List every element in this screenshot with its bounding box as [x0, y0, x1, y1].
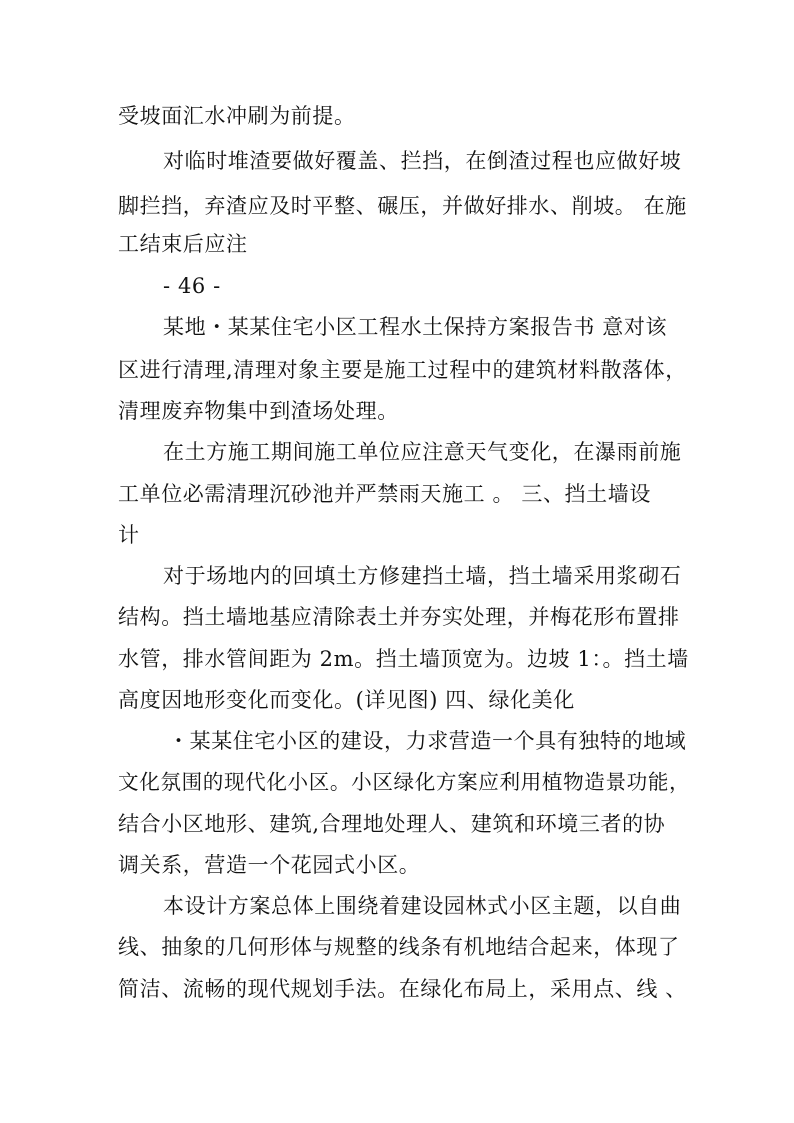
- text-line: 高度因地形变化而变化。(详见图) 四、绿化美化: [118, 688, 575, 712]
- text-line: 工结束后应注: [118, 232, 248, 256]
- text-line: 文化氛围的现代化小区。小区绿化方案应利用植物造景功能，: [118, 770, 691, 794]
- text-line: 简洁、流畅的现代规划手法。在绿化布局上，采用点、线 、: [118, 977, 687, 1001]
- text-line: 在土方施工期间施工单位应注意天气变化，在瀑雨前施: [163, 440, 682, 464]
- text-line: 对于场地内的回填土方修建挡土墙，挡土墙采用浆砌石: [163, 564, 682, 588]
- text-line: 本设计方案总体上围绕着建设园林式小区主题，以自曲: [163, 894, 682, 918]
- text-line: 结合小区地形、建筑,合理地处理人、建筑和环境三者的协: [118, 812, 666, 836]
- text-line: 某地・某某住宅小区工程水土保持方案报告书 意对该: [163, 315, 668, 339]
- text-line: 工单位必需清理沉砂池并严禁雨天施工 。 三、挡土墙设: [118, 482, 651, 506]
- text-line: 调关系，营造一个花园式小区。: [118, 853, 421, 877]
- text-line: 脚拦挡，弃渣应及时平整、碾压，并做好排水、削坡。 在施: [118, 194, 687, 218]
- text-line: 受坡面汇水冲刷为前提。: [118, 104, 356, 128]
- text-line: 清理废弃物集中到渣场处理。: [118, 399, 399, 423]
- text-line: 水管，排水管间距为 2m。挡土墙顶宽为。边坡 1：。挡土墙: [118, 647, 689, 671]
- text-line: 线、抽象的几何形体与规整的线条有机地结合起来，体现了: [118, 935, 680, 959]
- text-line: ・某某住宅小区的建设，力求营造一个具有独特的地域: [168, 729, 687, 753]
- text-line: 区进行清理,清理对象主要是施工过程中的建筑材料散落体，: [118, 358, 687, 382]
- text-line: 结构。挡土墙地基应清除表土并夯实处理，并梅花形布置排: [118, 605, 680, 629]
- text-line: 对临时堆渣要做好覆盖、拦挡，在倒渣过程也应做好坡: [163, 149, 682, 173]
- page-number: - 46 -: [163, 274, 221, 298]
- text-line: 计: [118, 523, 140, 547]
